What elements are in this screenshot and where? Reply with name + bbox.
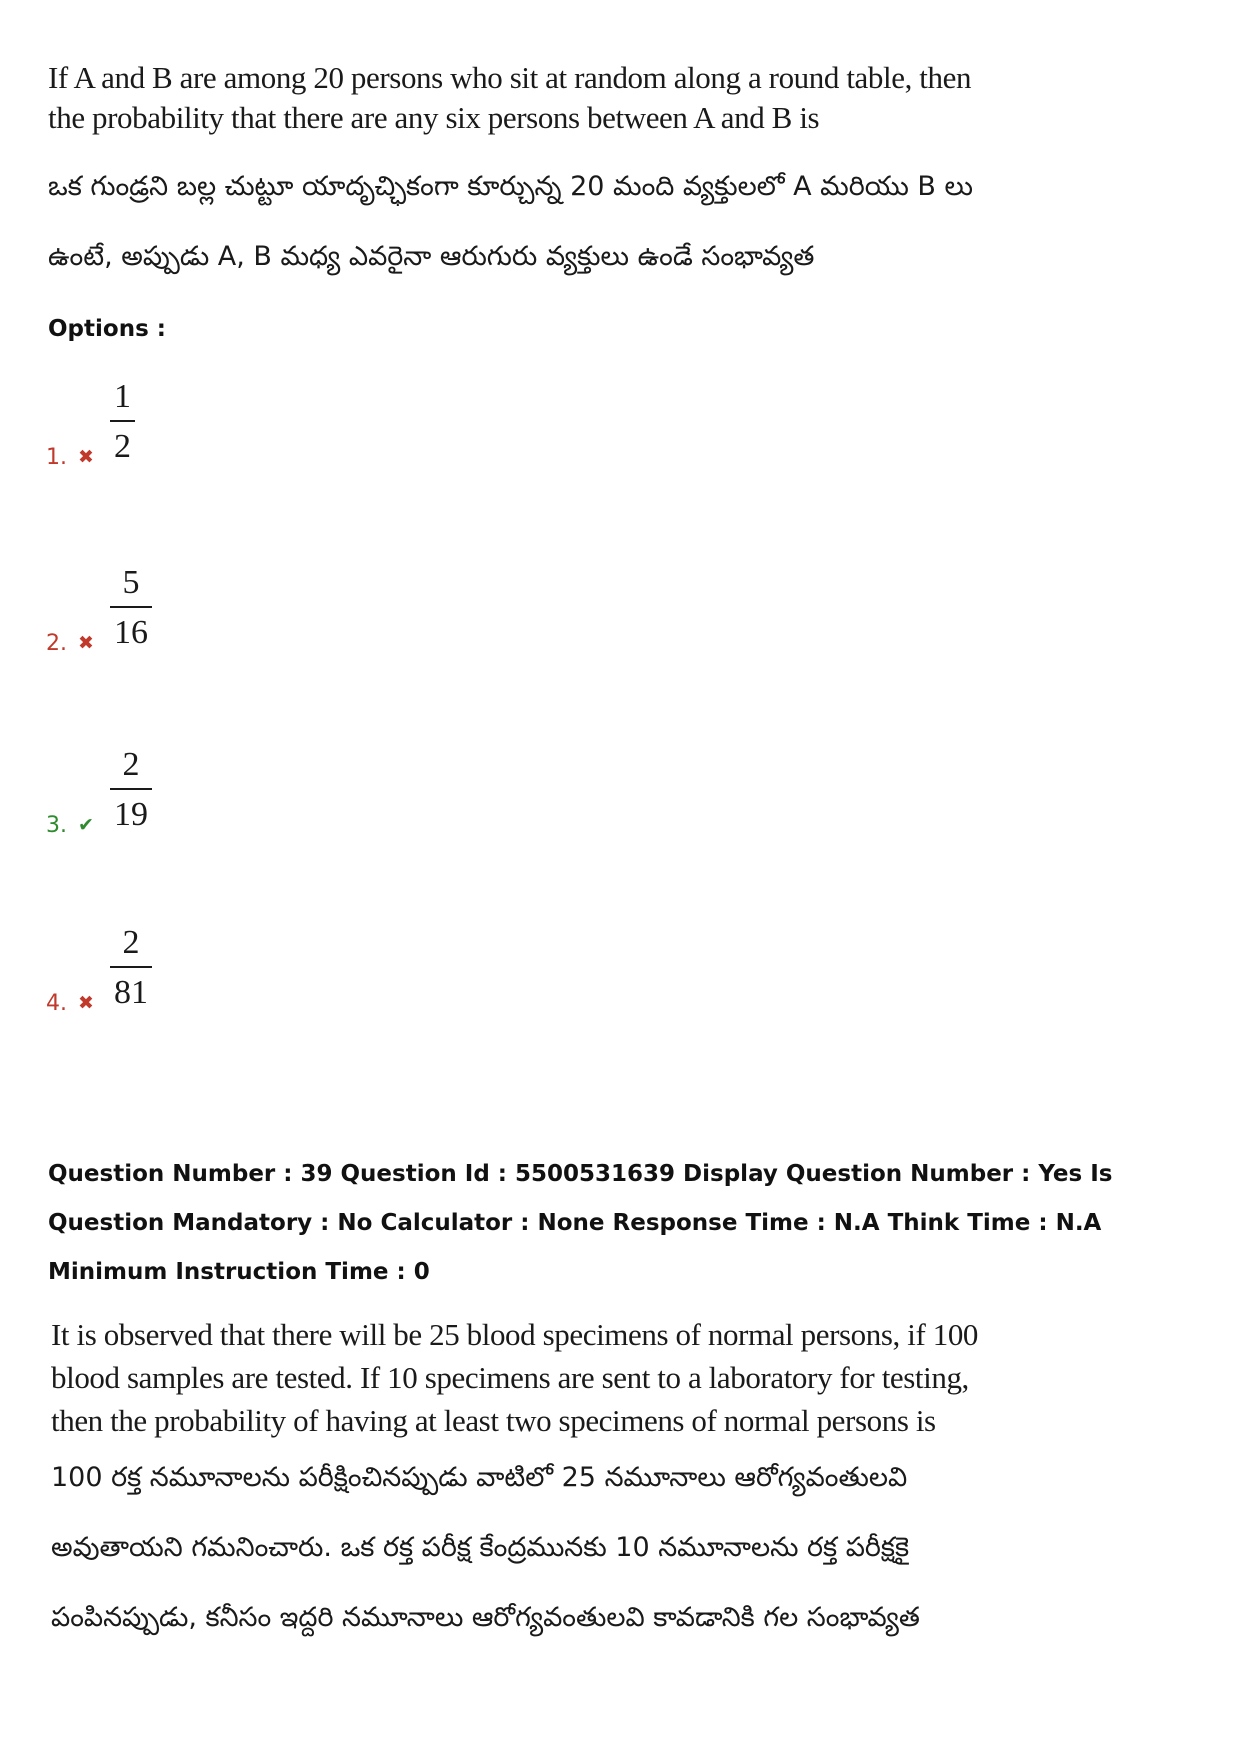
options-label: Options : — [48, 316, 166, 342]
option-1 — [46, 362, 346, 472]
option-number: 2. — [46, 631, 67, 656]
next-question-text-telugu-line2: అవుతాయని గమనించారు. ఒక రక్త పరీక్ష కేంద్రమునకు 10 నమూనాలను రక్త పరీక్షకై — [51, 1532, 910, 1563]
question-text-telugu-line1: ఒక గుండ్రని బల్ల చుట్టూ యాదృచ్ఛికంగా కూర్చున్న 20 మంది వ్యక్తులలో A మరియు B లు — [48, 171, 973, 202]
fraction-numerator: 1 — [114, 378, 131, 415]
option-4 — [46, 908, 346, 1018]
next-question-text-english: It is observed that there will be 25 blood specimens of normal persons, if 100 blood samples are tested. If 10 specimens are sent to a laboratory for testing, then the probability of having at least two specimens of normal persons is — [51, 1317, 979, 1438]
fraction-denominator: 2 — [114, 428, 131, 465]
option-fraction — [110, 746, 152, 834]
option-number: 4. — [46, 991, 67, 1016]
fraction-numerator: 2 — [122, 924, 140, 961]
fraction-bar — [110, 788, 152, 790]
question-text-english: If A and B are among 20 persons who sit at random along a round table, then the probability that there are any six persons between A and B is — [48, 60, 972, 135]
fraction-numerator: 2 — [122, 746, 140, 783]
question-text-telugu-line2: ఉంటే, అప్పుడు A, B మధ్య ఎవరైనా ఆరుగురు వ్యక్తులు ఉండే సంభావ్యత — [48, 241, 815, 272]
fraction-denominator: 19 — [114, 796, 148, 833]
option-fraction — [110, 378, 135, 466]
option-fraction — [110, 924, 152, 1012]
fraction-denominator: 81 — [114, 974, 148, 1011]
fraction-numerator: 5 — [122, 564, 140, 601]
next-question-text-telugu-line3: పంపినప్పుడు, కనీసం ఇద్దరి నమూనాలు ఆరోగ్యవంతులవి కావడానికి గల సంభావ్యత — [51, 1602, 920, 1633]
option-fraction — [110, 564, 152, 652]
question-meta: Question Number : 39 Question Id : 5500531639 Display Question Number : Yes Is Question Mandatory : No Calculator : None Response Time : N.A Think Time : N.A Minimum Instruction Time : 0 — [48, 1161, 1113, 1285]
next-question-text-telugu-line1: 100 రక్త నమూనాలను పరీక్షించినప్పుడు వాటిలో 25 నమూనాలు ఆరోగ్యవంతులవి — [51, 1462, 908, 1493]
fraction-bar — [110, 966, 152, 968]
option-number: 3. — [46, 813, 67, 838]
option-number: 1. — [46, 445, 67, 470]
option-2 — [46, 548, 346, 658]
option-3 — [46, 730, 346, 840]
fraction-denominator: 16 — [114, 614, 148, 651]
cross-icon: ✖ — [78, 632, 94, 654]
fraction-bar — [110, 420, 135, 422]
cross-icon: ✖ — [78, 446, 94, 468]
check-icon: ✔ — [78, 814, 94, 836]
cross-icon: ✖ — [78, 992, 94, 1014]
fraction-bar — [110, 606, 152, 608]
